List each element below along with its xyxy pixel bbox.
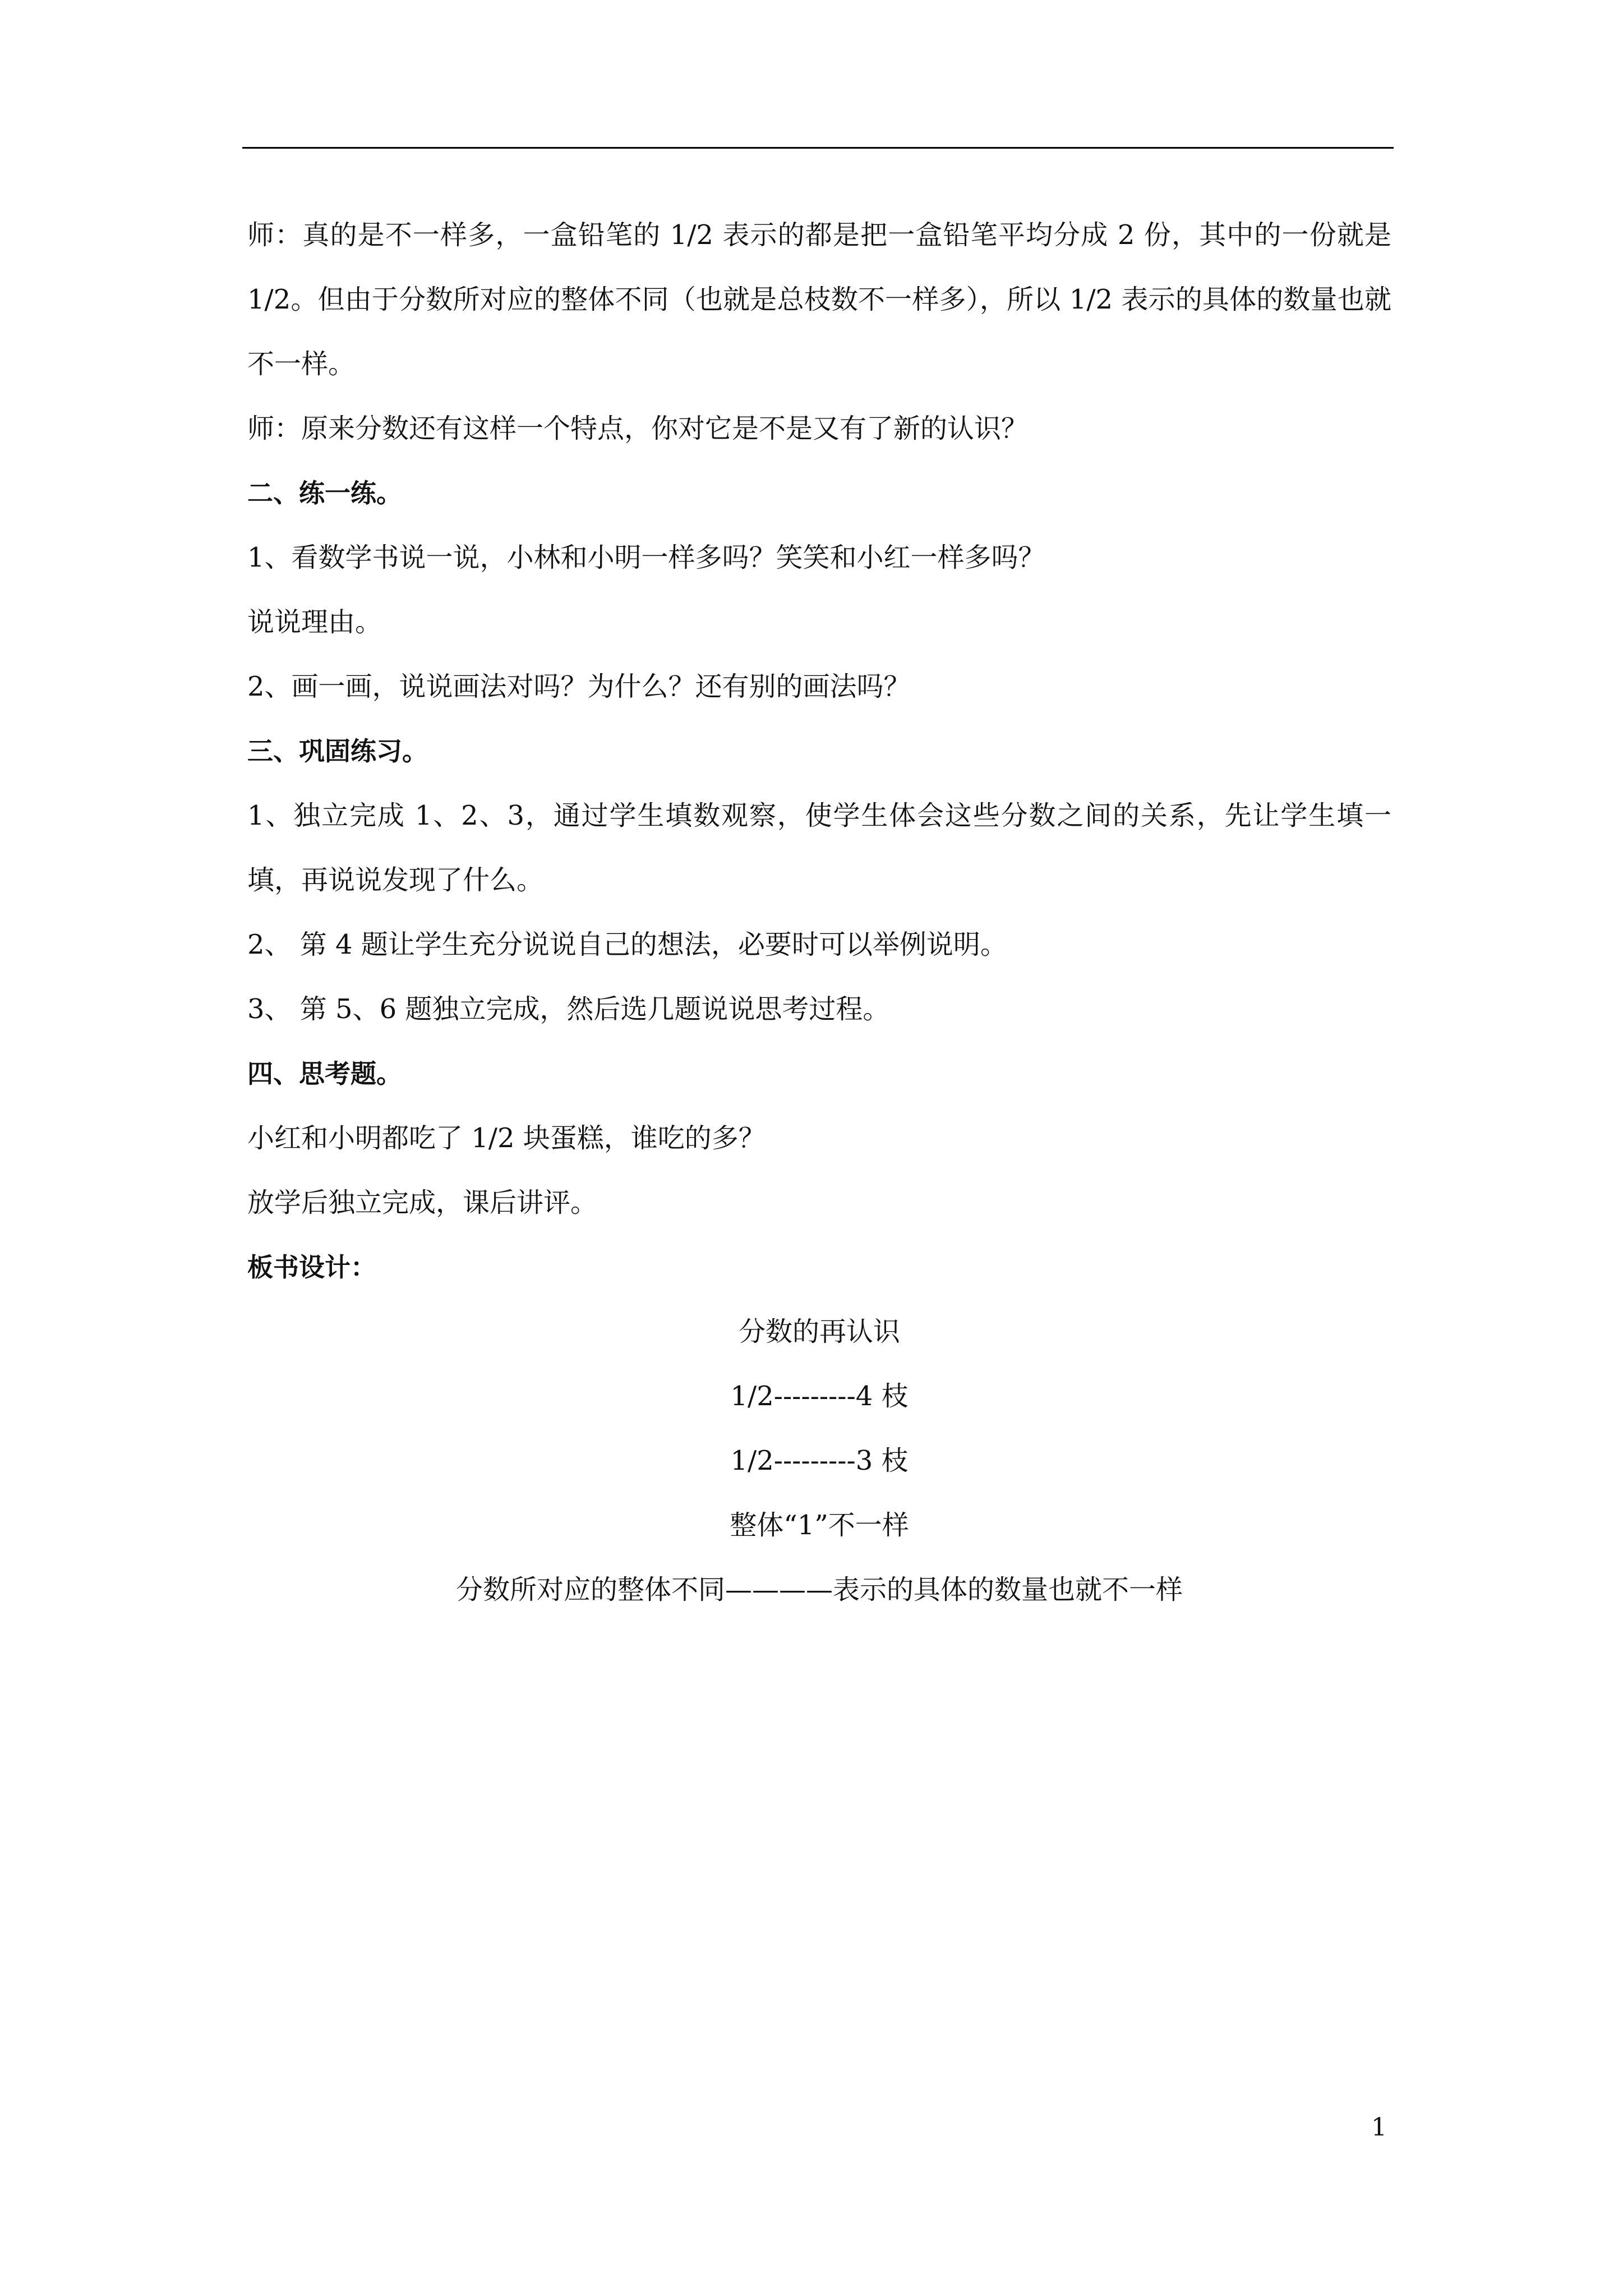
practice-item-1: 1、看数学书说一说，小林和小明一样多吗？笑笑和小红一样多吗？ xyxy=(247,542,1045,573)
practice-item-1-reason: 说说理由。 xyxy=(247,606,382,638)
paragraph-teacher-explanation: 师：真的是不一样多，一盒铅笔的 1/2 表示的都是把一盒铅笔平均分成 2 份，其中的一份就是 1/2。但由于分数所对应的整体不同（也就是总枝数不一样多），所以 1/2 表示的具体的数量也就不一样。 xyxy=(247,219,1391,380)
section-heading-practice: 二、练一练。 xyxy=(247,478,402,508)
thinking-instruction: 放学后独立完成，课后讲评。 xyxy=(247,1187,598,1218)
board-line-4: 分数所对应的整体不同————表示的具体的数量也就不一样 xyxy=(455,1574,1183,1605)
consolidation-item-2: 2、 第 4 题让学生充分说说自己的想法，必要时可以举例说明。 xyxy=(247,929,1007,960)
board-line-3: 整体“1”不一样 xyxy=(730,1510,909,1541)
board-line-1: 1/2---------4 枝 xyxy=(730,1381,909,1412)
consolidation-item-3: 3、 第 5、6 题独立完成，然后选几题说说思考过程。 xyxy=(247,993,890,1025)
section-heading-board-design: 板书设计： xyxy=(247,1252,376,1282)
board-title: 分数的再认识 xyxy=(738,1316,900,1347)
section-heading-thinking: 四、思考题。 xyxy=(247,1059,402,1089)
practice-item-2: 2、画一画，说说画法对吗？为什么？还有别的画法吗？ xyxy=(247,671,911,702)
page-number: 1 xyxy=(1371,2113,1387,2142)
document-body xyxy=(247,203,1391,1622)
consolidation-item-1: 1、独立完成 1、2、3，通过学生填数观察，使学生体会这些分数之间的关系，先让学生填一填，再说说发现了什么。 xyxy=(247,800,1391,896)
paragraph-teacher-question: 师：原来分数还有这样一个特点，你对它是不是又有了新的认识？ xyxy=(247,413,1029,444)
thinking-question: 小红和小明都吃了 1/2 块蛋糕，谁吃的多？ xyxy=(247,1122,766,1154)
section-heading-consolidation: 三、巩固练习。 xyxy=(247,736,428,766)
header-rule xyxy=(242,147,1394,149)
board-line-2: 1/2---------3 枝 xyxy=(730,1445,909,1476)
